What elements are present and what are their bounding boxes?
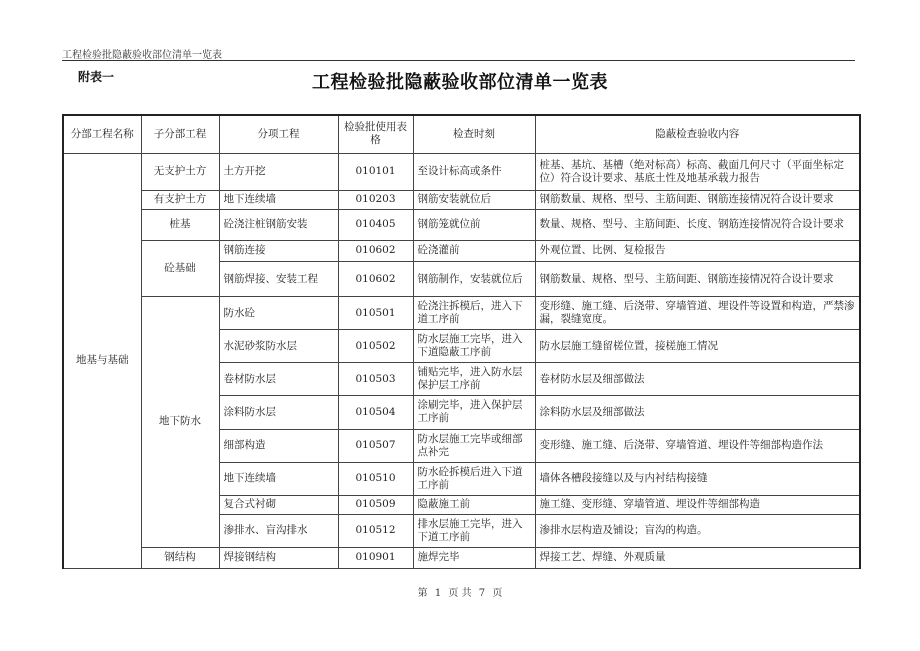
table-row	[63, 240, 860, 261]
form-cell: 010405	[338, 209, 413, 240]
content-cell: 钢筋数量、规格、型号、主筋间距、钢筋连接情况符合设计要求	[535, 261, 860, 296]
item-cell: 卷材防水层	[219, 363, 338, 396]
timing-cell: 钢筋安装就位后	[413, 190, 535, 209]
form-cell: 010502	[338, 330, 413, 363]
subdivision-cell: 桩基	[141, 209, 219, 240]
timing-cell: 至设计标高或条件	[413, 153, 535, 190]
timing-cell: 铺贴完毕，进入防水层保护层工序前	[413, 363, 535, 396]
item-cell: 土方开挖	[219, 153, 338, 190]
page-title: 工程检验批隐蔽验收部位清单一览表	[312, 72, 608, 93]
content-cell: 焊接工艺、焊缝、外观质量	[535, 547, 860, 568]
header-item: 分项工程	[219, 115, 338, 153]
form-cell: 010901	[338, 547, 413, 568]
content-cell: 防水层施工缝留槎位置，接槎施工情况	[535, 330, 860, 363]
page-footer	[0, 584, 920, 599]
header-division: 分部工程名称	[63, 115, 141, 153]
footer-suffix: 页	[492, 588, 503, 599]
appendix-label: 附表一	[78, 70, 115, 84]
form-cell: 010203	[338, 190, 413, 209]
table-row	[63, 153, 860, 190]
table-row	[63, 547, 860, 568]
content-cell: 桩基、基坑、基槽（绝对标高）标高、截面几何尺寸（平面坐标定位）符合设计要求、基底土性及地基承载力报告	[535, 153, 860, 190]
item-cell: 渗排水、盲沟排水	[219, 514, 338, 547]
content-cell: 数量、规格、型号、主筋间距、长度、钢筋连接情况符合设计要求	[535, 209, 860, 240]
subdivision-cell: 无支护土方	[141, 153, 219, 190]
timing-cell: 施焊完毕	[413, 547, 535, 568]
item-cell: 水泥砂浆防水层	[219, 330, 338, 363]
item-cell: 涂料防水层	[219, 396, 338, 429]
item-cell: 砼浇注桩钢筋安装	[219, 209, 338, 240]
form-cell: 010510	[338, 462, 413, 495]
item-cell: 防水砼	[219, 297, 338, 330]
footer-page-number: 1	[434, 588, 442, 599]
table-row	[63, 190, 860, 209]
timing-cell: 钢筋制作，安装就位后	[413, 261, 535, 296]
subdivision-cell: 有支护土方	[141, 190, 219, 209]
timing-cell: 涂刷完毕，进入保护层工序前	[413, 396, 535, 429]
form-cell: 010504	[338, 396, 413, 429]
footer-total-pages: 7	[478, 588, 486, 599]
form-cell: 010503	[338, 363, 413, 396]
form-cell: 010507	[338, 429, 413, 462]
inspection-table	[62, 114, 861, 569]
form-cell: 010509	[338, 495, 413, 514]
content-cell: 施工缝、变形缝、穿墙管道、埋设件等细部构造	[535, 495, 860, 514]
subdivision-cell: 砼基础	[141, 240, 219, 296]
content-cell: 变形缝、施工缝、后浇带、穿墙管道、埋设件等设置和构造，严禁渗漏，裂缝宽度。	[535, 297, 860, 330]
timing-cell: 防水砼拆模后进入下道工序前	[413, 462, 535, 495]
timing-cell: 砼浇注拆模后，进入下道工序前	[413, 297, 535, 330]
table-row	[63, 297, 860, 330]
timing-cell: 钢筋笼就位前	[413, 209, 535, 240]
form-cell: 010512	[338, 514, 413, 547]
item-cell: 焊接钢结构	[219, 547, 338, 568]
item-cell: 钢筋焊接、安装工程	[219, 261, 338, 296]
timing-cell: 排水层施工完毕，进入下道工序前	[413, 514, 535, 547]
content-cell: 变形缝、施工缝、后浇带、穿墙管道、埋设件等细部构造作法	[535, 429, 860, 462]
form-cell: 010101	[338, 153, 413, 190]
item-cell: 细部构造	[219, 429, 338, 462]
item-cell: 钢筋连接	[219, 240, 338, 261]
form-cell: 010501	[338, 297, 413, 330]
timing-cell: 隐蔽施工前	[413, 495, 535, 514]
content-cell: 墙体各槽段接缝以及与内衬结构接缝	[535, 462, 860, 495]
content-cell: 渗排水层构造及铺设；盲沟的构造。	[535, 514, 860, 547]
timing-cell: 防水层施工完毕或细部点补完	[413, 429, 535, 462]
subdivision-cell: 地下防水	[141, 297, 219, 548]
table-row	[63, 209, 860, 240]
division-cell: 地基与基础	[63, 153, 141, 568]
header-content: 隐蔽检查验收内容	[535, 115, 860, 153]
header-rule	[62, 60, 855, 61]
timing-cell: 砼浇灌前	[413, 240, 535, 261]
header-subdivision: 子分部工程	[141, 115, 219, 153]
table-header-row	[63, 115, 860, 153]
item-cell: 地下连续墙	[219, 190, 338, 209]
item-cell: 复合式衬砌	[219, 495, 338, 514]
header-form: 检验批使用表格	[338, 115, 413, 153]
header-timing: 检查时刻	[413, 115, 535, 153]
form-cell: 010602	[338, 261, 413, 296]
content-cell: 涂料防水层及细部做法	[535, 396, 860, 429]
timing-cell: 防水层施工完毕，进入下道隐蔽工序前	[413, 330, 535, 363]
content-cell: 钢筋数量、规格、型号、主筋间距、钢筋连接情况符合设计要求	[535, 190, 860, 209]
form-cell: 010602	[338, 240, 413, 261]
footer-mid: 页 共	[448, 588, 472, 599]
running-header: 工程检验批隐蔽验收部位清单一览表	[62, 50, 222, 61]
content-cell: 外观位置、比例、复检报告	[535, 240, 860, 261]
item-cell: 地下连续墙	[219, 462, 338, 495]
footer-prefix: 第	[417, 588, 428, 599]
subdivision-cell: 钢结构	[141, 547, 219, 568]
content-cell: 卷材防水层及细部做法	[535, 363, 860, 396]
